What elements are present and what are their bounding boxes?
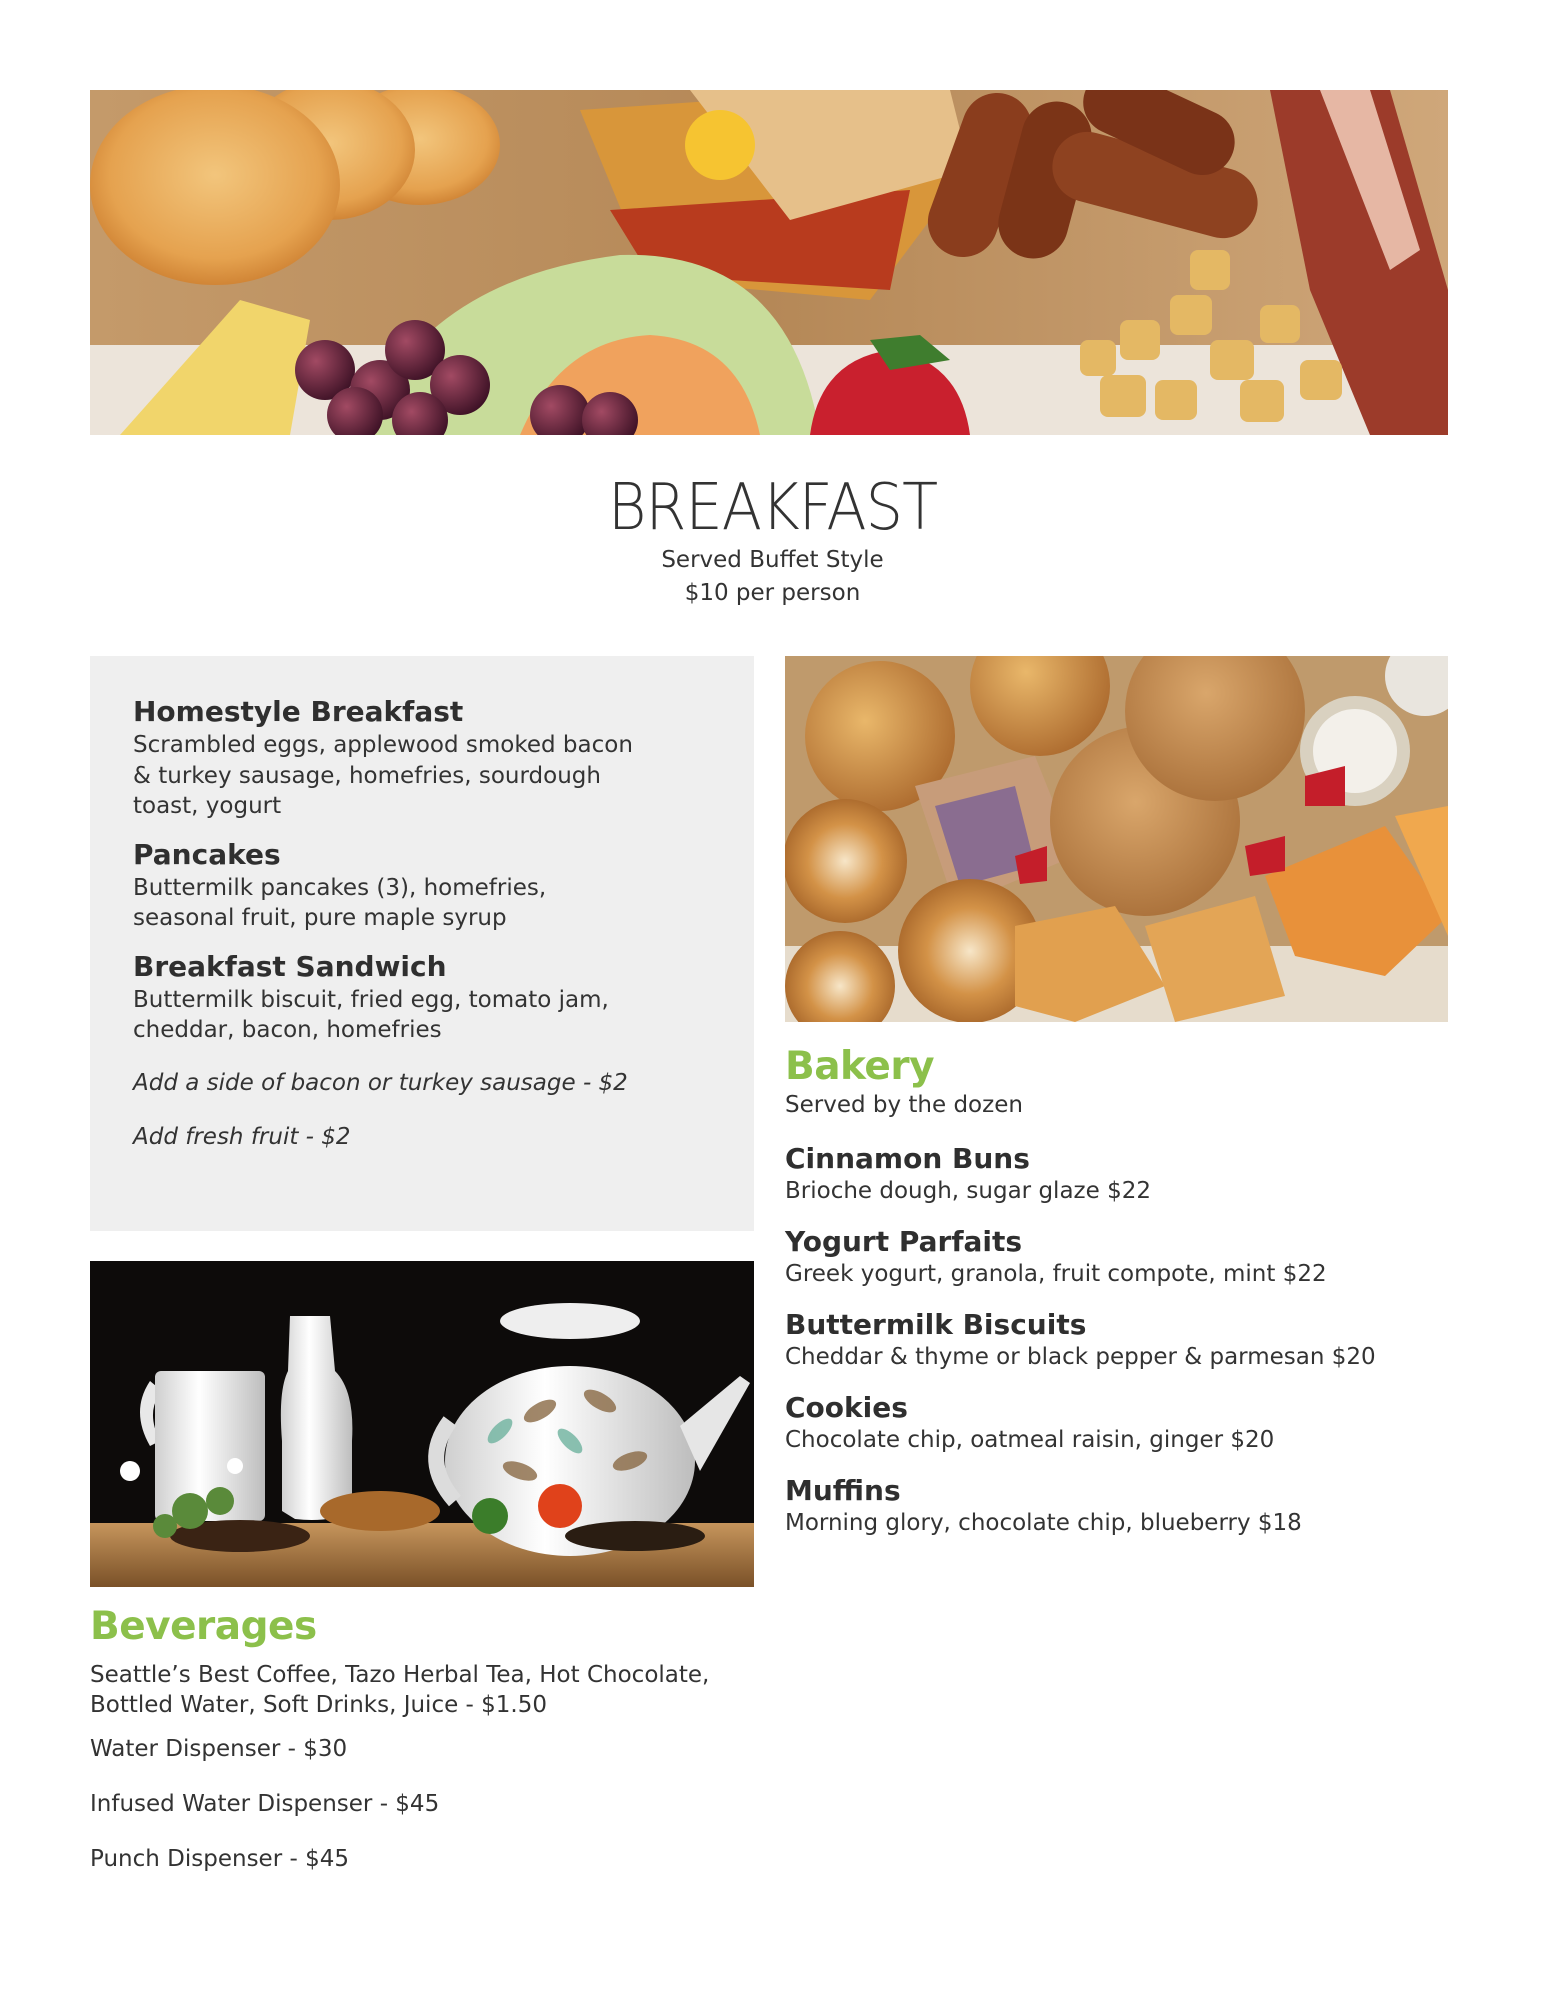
price-per-person: $10 per person — [684, 580, 861, 606]
beverages-section — [90, 1604, 770, 1899]
bakery-section — [785, 1044, 1465, 1557]
bakery-heading: Bakery — [785, 1044, 935, 1089]
menu-item — [785, 1225, 1465, 1289]
bakery-note: Served by the dozen — [785, 1092, 1023, 1118]
item-name: Homestyle Breakfast — [133, 695, 464, 728]
beverage-image — [90, 1261, 754, 1587]
item-name: Breakfast Sandwich — [133, 949, 447, 983]
water-dispenser: Water Dispenser - $30 — [90, 1736, 348, 1762]
breakfast-menu-box — [90, 656, 754, 1231]
page-title: BREAKFAST — [607, 471, 938, 545]
menu-item — [785, 1308, 1465, 1372]
hero-breakfast-image — [90, 90, 1448, 435]
punch-dispenser: Punch Dispenser - $45 — [90, 1846, 349, 1872]
menu-item — [133, 837, 714, 934]
item-name: Pancakes — [133, 837, 281, 871]
menu-item — [785, 1474, 1465, 1538]
item-description: Morning glory, chocolate chip, blueberry $18 — [785, 1510, 1302, 1536]
menu-item — [785, 1142, 1465, 1206]
bakery-image — [785, 656, 1448, 1022]
item-description: Chocolate chip, oatmeal raisin, ginger $20 — [785, 1427, 1275, 1453]
item-name: Yogurt Parfaits — [785, 1225, 1023, 1258]
menu-item — [133, 949, 714, 1046]
menu-item — [133, 694, 714, 822]
item-description: Cheddar & thyme or black pepper & parmesan $20 — [785, 1344, 1376, 1370]
addon-bacon: Add a side of bacon or turkey sausage - $2 — [133, 1069, 628, 1096]
item-name: Buttermilk Biscuits — [785, 1308, 1087, 1341]
item-name: Cookies — [785, 1391, 908, 1424]
infused-water-dispenser: Infused Water Dispenser - $45 — [90, 1791, 440, 1817]
item-name: Cinnamon Buns — [785, 1142, 1030, 1175]
item-description: Scrambled eggs, applewood smoked bacon & turkey sausage, homefries, sourdough toast, yogurt — [133, 732, 633, 819]
title-block — [0, 472, 1545, 610]
beverage-list: Seattle’s Best Coffee, Tazo Herbal Tea, Hot Chocolate, Bottled Water, Soft Drinks, Juice - $1.50 — [90, 1662, 710, 1718]
addon-fruit: Add fresh fruit - $2 — [133, 1123, 351, 1150]
beverages-heading: Beverages — [90, 1604, 317, 1649]
menu-item — [785, 1391, 1465, 1455]
item-description: Buttermilk pancakes (3), homefries, seasonal fruit, pure maple syrup — [133, 874, 547, 931]
service-style: Served Buffet Style — [661, 547, 884, 573]
item-name: Muffins — [785, 1474, 901, 1507]
item-description: Greek yogurt, granola, fruit compote, mint $22 — [785, 1261, 1327, 1287]
item-description: Brioche dough, sugar glaze $22 — [785, 1178, 1151, 1204]
item-description: Buttermilk biscuit, fried egg, tomato jam, cheddar, bacon, homefries — [133, 986, 609, 1043]
